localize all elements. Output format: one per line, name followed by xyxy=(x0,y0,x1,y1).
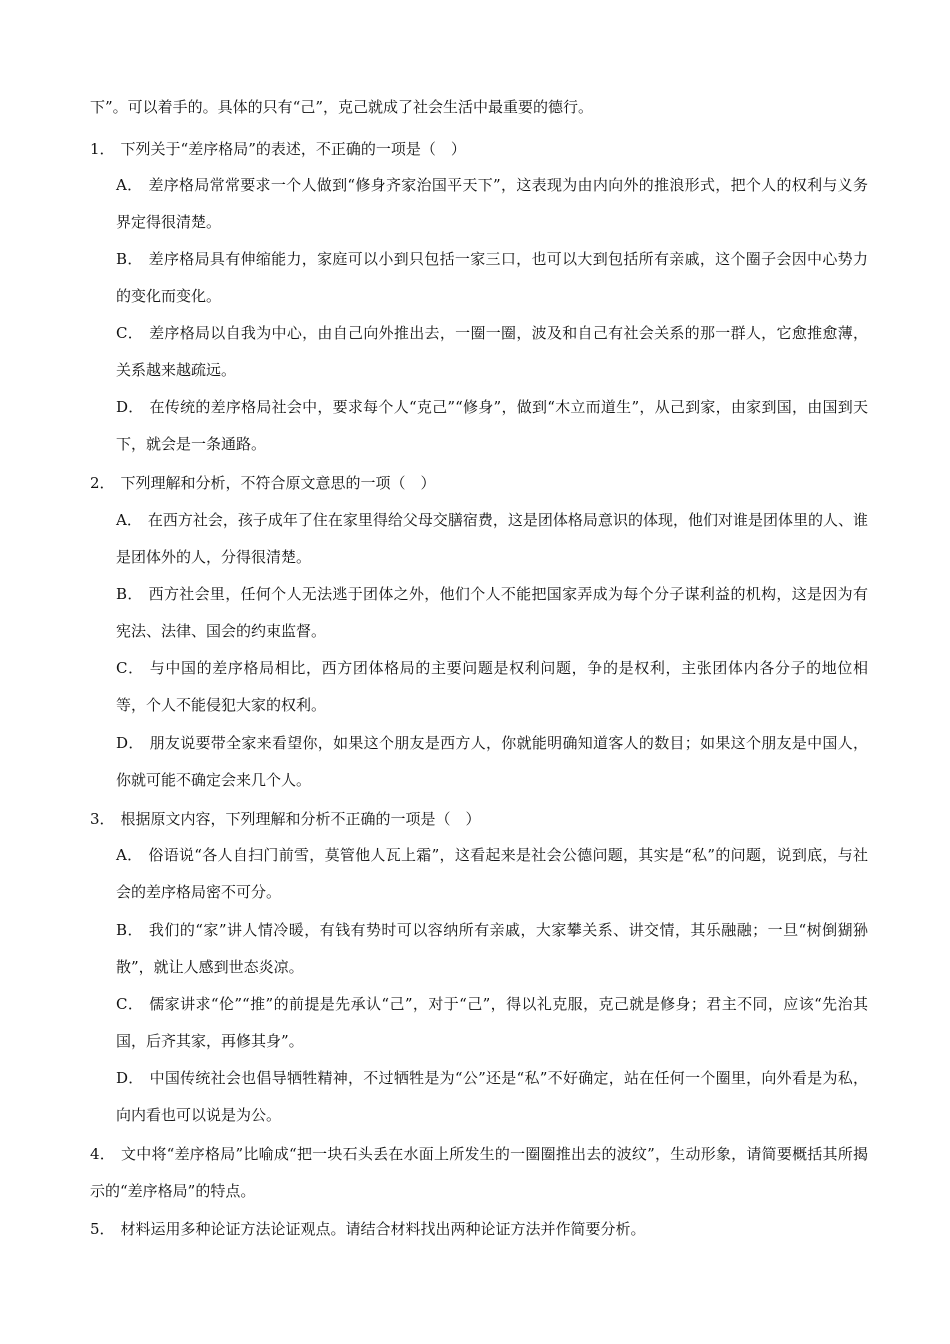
option-key: D． xyxy=(116,1069,144,1087)
question-text: 根据原文内容，下列理解和分析不正确的一项是（ ） xyxy=(120,810,481,828)
question-3-option-c xyxy=(116,986,868,1060)
option-text: 我们的“家”讲人情冷暖，有钱有势时可以容纳所有亲戚，大家攀关系、讲交情，其乐融融；一旦“树倒猢狲散”，就让人感到世态炎凉。 xyxy=(116,921,868,976)
option-text: 差序格局具有伸缩能力，家庭可以小到只包括一家三口，也可以大到包括所有亲戚，这个圈子会因中心势力的变化而变化。 xyxy=(116,250,868,305)
question-2-option-b xyxy=(116,576,868,650)
question-text: 下列关于“差序格局”的表述，不正确的一项是（ ） xyxy=(120,140,466,158)
question-3-option-d xyxy=(116,1060,868,1134)
option-text: 与中国的差序格局相比，西方团体格局的主要问题是权利问题，争的是权利，主张团体内各分子的地位相等，个人不能侵犯大家的权利。 xyxy=(116,659,868,714)
option-key: C． xyxy=(116,659,144,677)
option-text: 差序格局以自我为中心，由自己向外推出去，一圈一圈，波及和自己有社会关系的那一群人，它愈推愈薄，关系越来越疏远。 xyxy=(116,324,868,379)
question-number: 4． xyxy=(90,1145,115,1163)
option-text: 中国传统社会也倡导牺牲精神，不过牺牲是为“公”还是“私”不好确定，站在任何一个圈里，向外看是为私，向内看也可以说是为公。 xyxy=(116,1069,868,1124)
question-2-stem xyxy=(90,472,870,494)
option-text: 差序格局常常要求一个人做到“修身齐家治国平天下”，这表现为由内向外的推浪形式，把个人的权利与义务界定得很清楚。 xyxy=(116,176,868,231)
question-1-option-a xyxy=(116,167,868,241)
question-text: 文中将“差序格局”比喻成“把一块石头丢在水面上所发生的一圈圈推出去的波纹”，生动形象，请简要概括其所揭示的“差序格局”的特点。 xyxy=(90,1145,868,1200)
option-key: A． xyxy=(116,846,143,864)
option-text: 在传统的差序格局社会中，要求每个人“克己”“修身”，做到“木立而道生”，从己到家，由家到国，由国到天下，就会是一条通路。 xyxy=(116,398,868,453)
question-number: 3． xyxy=(90,810,115,828)
question-2-option-a xyxy=(116,502,868,576)
question-2-option-d xyxy=(116,725,868,799)
question-3-option-a xyxy=(116,837,868,911)
option-key: B． xyxy=(116,921,143,939)
question-5-stem xyxy=(90,1218,870,1240)
option-key: C． xyxy=(116,324,144,342)
question-3-option-b xyxy=(116,912,868,986)
question-1-option-b xyxy=(116,241,868,315)
question-1-option-c xyxy=(116,315,868,389)
option-key: C． xyxy=(116,995,144,1013)
question-2-option-c xyxy=(116,650,868,724)
question-4-stem xyxy=(90,1136,868,1210)
option-text: 俗语说“各人自扫门前雪，莫管他人瓦上霜”，这看起来是社会公德问题，其实是“私”的问题，说到底，与社会的差序格局密不可分。 xyxy=(116,846,868,901)
option-key: B． xyxy=(116,585,143,603)
question-text: 下列理解和分析，不符合原文意思的一项（ ） xyxy=(120,474,436,492)
option-text: 西方社会里，任何个人无法逃于团体之外，他们个人不能把国家弄成为每个分子谋利益的机构，这是因为有宪法、法律、国会的约束监督。 xyxy=(116,585,868,640)
question-number: 1． xyxy=(90,140,115,158)
intro-text: 下”。可以着手的。具体的只有“己”，克己就成了社会生活中最重要的德行。 xyxy=(90,98,594,116)
option-key: A． xyxy=(116,176,143,194)
question-3-stem xyxy=(90,808,870,830)
option-text: 朋友说要带全家来看望你，如果这个朋友是西方人，你就能明确知道客人的数目；如果这个朋友是中国人，你就可能不确定会来几个人。 xyxy=(116,734,868,789)
option-text: 在西方社会，孩子成年了住在家里得给父母交膳宿费，这是团体格局意识的体现，他们对谁是团体里的人、谁是团体外的人，分得很清楚。 xyxy=(116,511,868,566)
option-key: A． xyxy=(116,511,142,529)
question-number: 5． xyxy=(90,1220,115,1238)
option-key: D． xyxy=(116,734,144,752)
question-1-option-d xyxy=(116,389,868,463)
question-1-stem xyxy=(90,138,870,160)
option-key: B． xyxy=(116,250,143,268)
question-text: 材料运用多种论证方法论证观点。请结合材料找出两种论证方法并作简要分析。 xyxy=(120,1220,646,1238)
option-key: D． xyxy=(116,398,144,416)
option-text: 儒家讲求“伦”“推”的前提是先承认“己”，对于“己”，得以礼克服，克己就是修身；君主不同，应该“先治其国，后齐其家，再修其身”。 xyxy=(116,995,868,1050)
question-number: 2． xyxy=(90,474,115,492)
